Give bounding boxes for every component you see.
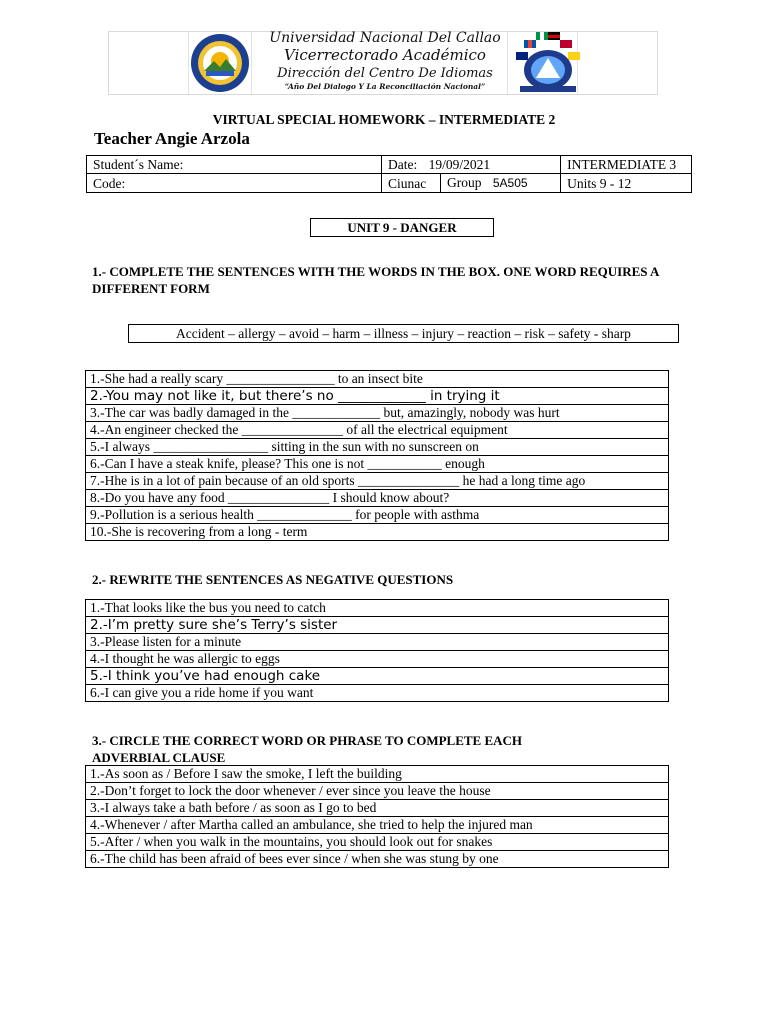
- university-name: Universidad Nacional Del Callao: [269, 30, 501, 46]
- s2-item-2[interactable]: 2.-I’m pretty sure she’s Terry’s sister: [86, 617, 669, 634]
- s1-item-7[interactable]: 7.-Hhe is in a lot of pain because of an old sports _______________ he had a long time ago: [86, 473, 669, 490]
- university-seal-logo: [190, 33, 250, 93]
- s1-item-6[interactable]: 6.-Can I have a steak knife, please? This one is not ___________ enough: [86, 456, 669, 473]
- section-3-title-line-1: 3.- CIRCLE THE CORRECT WORD OR PHRASE TO COMPLETE EACH: [92, 733, 523, 748]
- section-2-title: 2.- REWRITE THE SENTENCES AS NEGATIVE QUESTIONS: [92, 572, 454, 587]
- group-cell: [441, 174, 561, 193]
- s2-item-1[interactable]: 1.-That looks like the bus you need to catch: [86, 600, 669, 617]
- s3-item-4[interactable]: 4.-Whenever / after Martha called an ambulance, she tried to help the injured man: [86, 817, 669, 834]
- s2-item-6[interactable]: 6.-I can give you a ride home if you want: [86, 685, 669, 702]
- code-field[interactable]: Code:: [87, 174, 382, 193]
- date-cell: [382, 156, 561, 174]
- s3-item-1[interactable]: 1.-As soon as / Before I saw the smoke, I left the building: [86, 766, 669, 783]
- group-label: Group: [447, 175, 482, 190]
- student-name-field[interactable]: Student´s Name:: [87, 156, 382, 174]
- teacher-name: Teacher Angie Arzola: [94, 129, 250, 148]
- s1-item-9[interactable]: 9.-Pollution is a serious health ______________ for people with asthma: [86, 507, 669, 524]
- homework-title: VIRTUAL SPECIAL HOMEWORK – INTERMEDIATE 2: [212, 112, 556, 127]
- s2-item-5[interactable]: 5.-I think you’ve had enough cake: [86, 668, 669, 685]
- institutional-motto: “Año Del Dialogo Y La Reconciliación Nacional”: [284, 82, 486, 91]
- level-cell: INTERMEDIATE 3: [561, 156, 692, 174]
- s1-item-2[interactable]: 2.-You may not like it, but there’s no _____________ in trying it: [86, 388, 669, 405]
- s1-item-4[interactable]: 4.-An engineer checked the _______________ of all the electrical equipment: [86, 422, 669, 439]
- section-3-title-line-2: ADVERBIAL CLAUSE: [92, 750, 226, 765]
- language-center: Dirección del Centro De Idiomas: [277, 66, 493, 81]
- unit-title: UNIT 9 - DANGER: [310, 218, 494, 237]
- section-3-table: [85, 765, 669, 868]
- language-center-crest-logo: [510, 30, 586, 94]
- vice-rectorate: Vicerrectorado Académico: [284, 46, 486, 64]
- section-2-table: [85, 599, 669, 702]
- s1-item-3[interactable]: 3.-The car was badly damaged in the _____________ but, amazingly, nobody was hurt: [86, 405, 669, 422]
- s2-item-4[interactable]: 4.-I thought he was allergic to eggs: [86, 651, 669, 668]
- student-info-table: [86, 155, 692, 193]
- group-value: 5A505: [492, 176, 528, 190]
- section-3-title: [92, 732, 692, 766]
- center-cell: Ciunac: [382, 174, 441, 193]
- word-box: Accident – allergy – avoid – harm – illness – injury – reaction – risk – safety - sharp: [128, 324, 679, 343]
- s1-item-1[interactable]: 1.-She had a really scary ________________ to an insect bite: [86, 371, 669, 388]
- s3-item-5[interactable]: 5.-After / when you walk in the mountains, you should look out for snakes: [86, 834, 669, 851]
- s1-item-10[interactable]: 10.-She is recovering from a long - term: [86, 524, 669, 541]
- s1-item-8[interactable]: 8.-Do you have any food _______________ I should know about?: [86, 490, 669, 507]
- s3-item-6[interactable]: 6.-The child has been afraid of bees ever since / when she was stung by one: [86, 851, 669, 868]
- s3-item-2[interactable]: 2.-Don’t forget to lock the door whenever / ever since you leave the house: [86, 783, 669, 800]
- units-cell: Units 9 - 12: [561, 174, 692, 193]
- s2-item-3[interactable]: 3.-Please listen for a minute: [86, 634, 669, 651]
- section-1-title: 1.- COMPLETE THE SENTENCES WITH THE WORDS IN THE BOX. ONE WORD REQUIRES A DIFFERENT FORM: [92, 264, 659, 296]
- date-value: 19/09/2021: [428, 157, 491, 172]
- institution-heading: [250, 30, 520, 91]
- s3-item-3[interactable]: 3.-I always take a bath before / as soon as I go to bed: [86, 800, 669, 817]
- date-label: Date:: [388, 157, 418, 172]
- s1-item-5[interactable]: 5.-I always _________________ sitting in the sun with no sunscreen on: [86, 439, 669, 456]
- section-1-table: [85, 370, 669, 541]
